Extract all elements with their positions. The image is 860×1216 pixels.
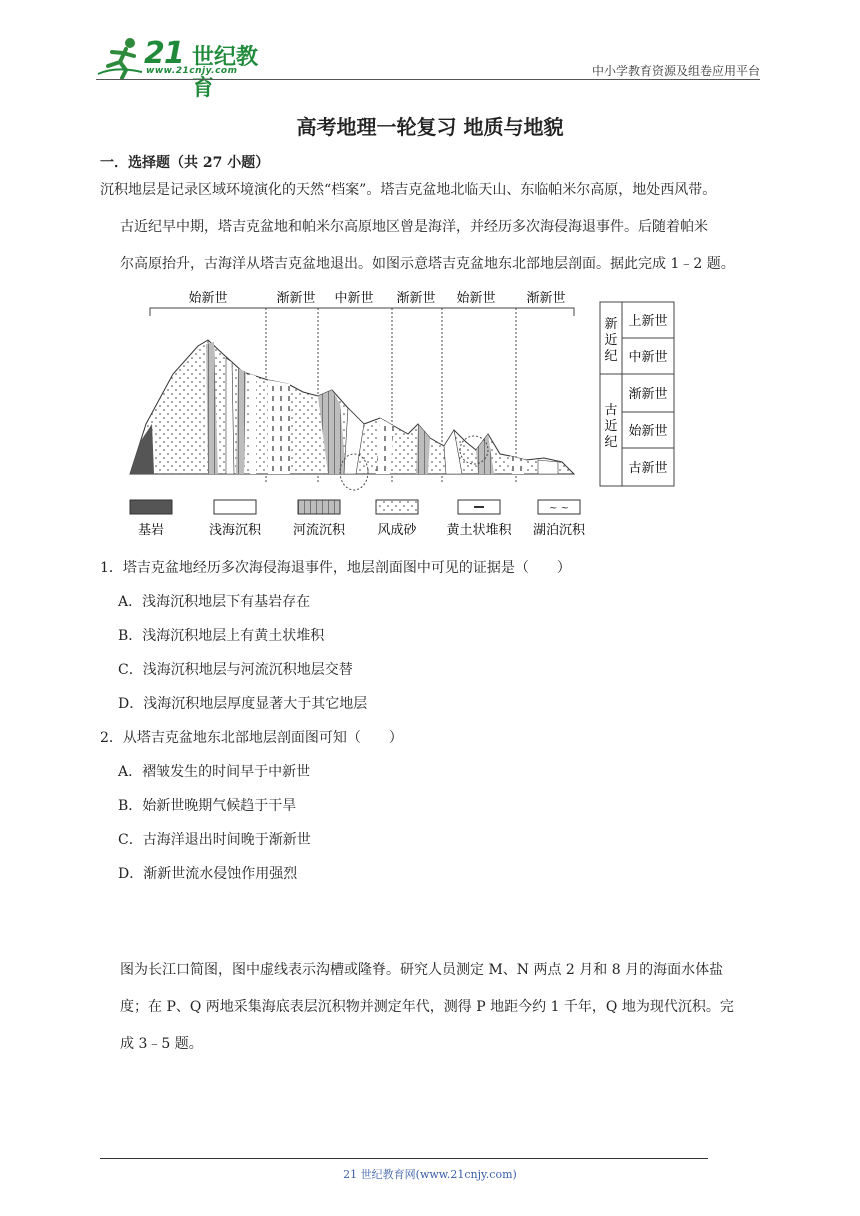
top-label: 始新世 (456, 291, 496, 306)
svg-text:纪: 纪 (604, 435, 618, 450)
top-label: 始新世 (188, 291, 228, 306)
svg-text:古: 古 (604, 403, 618, 418)
top-label: 中新世 (334, 291, 374, 306)
option-d[interactable]: D．浅海沉积地层厚度显著大于其它地层 (118, 696, 368, 712)
question-stem: 从塔吉克盆地东北部地层剖面图可知（ ） (122, 730, 403, 746)
svg-text:近: 近 (604, 419, 618, 434)
option-c[interactable]: C．古海洋退出时间晚于渐新世 (118, 832, 311, 848)
footer-link[interactable]: 21 世纪教育网(www.21cnjy.com) (343, 1168, 517, 1181)
footer-divider (100, 1158, 708, 1159)
question-stem: 塔吉克盆地经历多次海侵海退事件，地层剖面图中可见的证据是（ ） (122, 560, 571, 576)
epoch-label: 上新世 (628, 314, 668, 329)
question-2 (100, 727, 403, 747)
passage-line: 沉积地层是记录区域环境演化的天然“档案”。塔吉克盆地北临天山、东临帕米尔高原，地处西风带。 (100, 182, 717, 198)
runner-icon (96, 36, 148, 80)
legend (130, 500, 586, 538)
passage-line: 尔高原抬升，古海洋从塔吉克盆地退出。如图示意塔吉克盆地东北部地层剖面。据此完成 1﹣2 题。 (120, 256, 735, 272)
section-heading: 一．选择题（共 27 小题） (100, 155, 270, 171)
option-d[interactable]: D．渐新世流水侵蚀作用强烈 (118, 866, 298, 882)
stratigraphic-section-figure (118, 284, 678, 540)
option-a[interactable]: A．浅海沉积地层下有基岩存在 (118, 594, 311, 610)
svg-text:近: 近 (604, 333, 618, 348)
option-b[interactable]: B．始新世晚期气候趋于干旱 (118, 798, 297, 814)
legend-label: 河流沉积 (292, 523, 346, 538)
logo (96, 36, 266, 101)
epoch-label: 渐新世 (628, 387, 668, 402)
passage-line: 度；在 P、Q 两地采集海底表层沉积物并测定年代，测得 P 地距今约 1 千年，Q 地为现代沉积。完 (120, 999, 734, 1015)
passage-line: 成 3﹣5 题。 (120, 1036, 203, 1052)
epoch-label: 中新世 (628, 350, 668, 365)
question-number: 2． (100, 730, 123, 746)
page-title: 高考地理一轮复习 地质与地貌 (296, 115, 564, 139)
logo-url: www.21cnjy.com (146, 66, 238, 76)
platform-name: 中小学教育资源及组卷应用平台 (591, 64, 760, 78)
epoch-label: 始新世 (628, 424, 668, 439)
passage-line: 图为长江口简图，图中虚线表示沟槽或隆脊。研究人员测定 M、N 两点 2 月和 8 月的海面水体盐 (120, 962, 724, 978)
epoch-label: 古新世 (628, 461, 668, 476)
legend-label: 浅海沉积 (208, 523, 262, 538)
legend-label: 湖泊沉积 (532, 523, 586, 538)
svg-text:~ ~: ~ ~ (549, 503, 569, 514)
legend-label: 基岩 (137, 523, 165, 538)
passage-line: 古近纪早中期，塔吉克盆地和帕米尔高原地区曾是海洋，并经历多次海侵海退事件。后随着帕米 (120, 219, 708, 235)
legend-label: 黄土状堆积 (446, 523, 512, 538)
question-number: 1． (100, 560, 123, 576)
svg-text:纪: 纪 (604, 349, 618, 364)
top-label: 渐新世 (396, 291, 436, 306)
logo-text: 世纪教育 (192, 45, 259, 101)
top-label: 渐新世 (276, 291, 316, 306)
option-a[interactable]: A．褶皱发生的时间早于中新世 (118, 764, 311, 780)
option-c[interactable]: C．浅海沉积地层与河流沉积地层交替 (118, 662, 353, 678)
top-label: 渐新世 (526, 291, 566, 306)
header-divider (96, 79, 760, 80)
era-table (600, 302, 674, 486)
legend-label: 风成砂 (377, 523, 417, 538)
option-b[interactable]: B．浅海沉积地层上有黄土状堆积 (118, 628, 325, 644)
question-1 (100, 557, 571, 577)
logo-number: 21 (144, 36, 184, 71)
svg-text:新: 新 (604, 317, 618, 332)
